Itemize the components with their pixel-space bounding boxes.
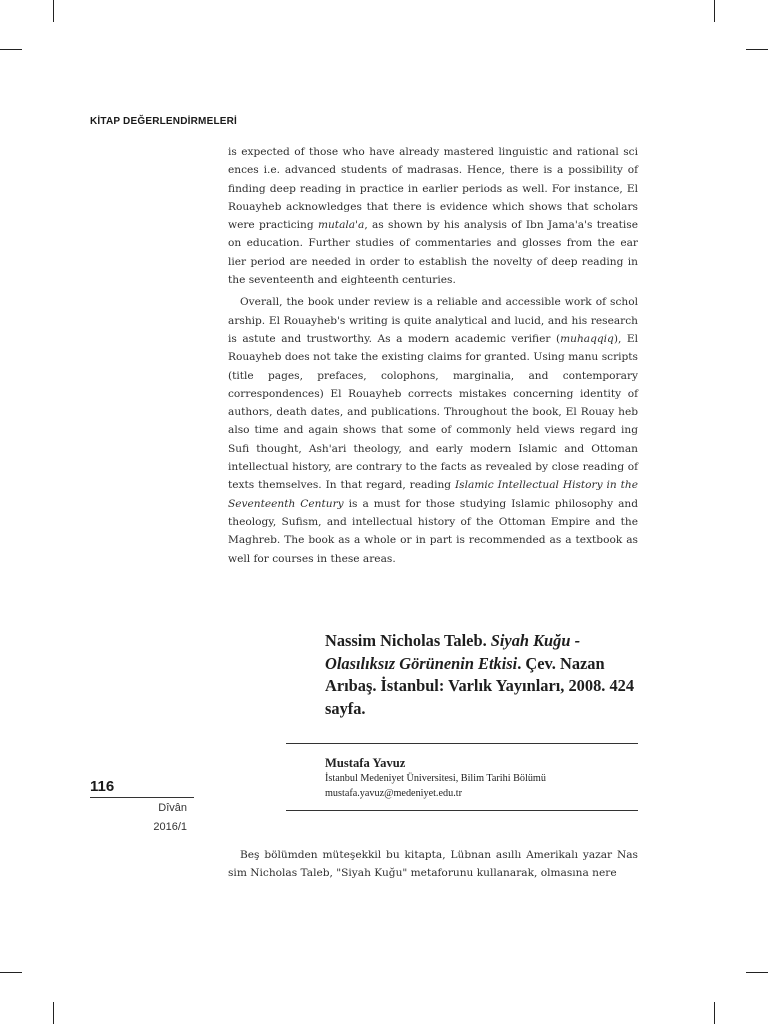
book-title: Siyah Kuğu -Olasılıksız Görünenin Etkisi xyxy=(325,631,581,673)
crop-mark xyxy=(746,49,768,50)
text-run: is a must for those studying Islamic philosophy and theology, Sufism, and intellectual history of the Ottoman Empire and the Maghreb. The book as a whole or in part is recommended as a textbook as well for courses in these areas. xyxy=(228,497,638,565)
text-run: , as shown by his analysis of Ibn Jama'a's treatise on education. Further studies of commentaries and glosses from the ear lier period are needed in order to establish the novelty of deep reading in the seventeenth and eighteenth centuries. xyxy=(228,219,638,287)
journal-issue: 2016/1 xyxy=(153,821,187,833)
reviewer-block xyxy=(325,755,638,801)
book-title-italic: Islamic Intellectual History in the Seventeenth Century xyxy=(228,479,638,510)
crop-mark xyxy=(53,0,54,22)
crop-mark xyxy=(0,49,22,50)
text-run: Overall, the book under review is a reliable and accessible work of schol arship. El Rouayheb's writing is quite analytical and lucid, and his research is astute and trustworthy. As a modern academic verifier ( xyxy=(228,296,638,345)
review-body xyxy=(228,143,638,568)
reviewer-email: mustafa.yavuz@medeniyet.edu.tr xyxy=(325,787,462,799)
reviewer-name: Mustafa Yavuz xyxy=(325,756,406,770)
journal-name: Dîvân xyxy=(158,802,187,814)
review-opening-paragraph: Beş bölümden müteşekkil bu kitapta, Lübnan asıllı Amerikalı yazar Nas sim Nicholas Taleb, "Siyah Kuğu" metaforunu kullanarak, olmasına nere xyxy=(228,849,638,880)
book-author: Nassim Nicholas Taleb. xyxy=(325,631,491,650)
running-head: KİTAP DEĞERLENDİRMELERİ xyxy=(90,116,238,127)
page-number: 116 xyxy=(90,778,115,795)
book-details: . Çev. Nazan Arıbaş. İstanbul: Varlık Yayınları, 2008. 424 sayfa. xyxy=(325,653,635,718)
crop-mark xyxy=(0,972,22,973)
paragraph xyxy=(228,293,638,567)
crop-mark xyxy=(53,1002,54,1024)
reviewer-affiliation: İstanbul Medeniyet Üniversitesi, Bilim Tarihi Bölümü xyxy=(325,773,546,784)
crop-mark xyxy=(746,972,768,973)
italic-term: mutala'a xyxy=(317,219,365,232)
folio-divider xyxy=(90,797,194,798)
crop-mark xyxy=(714,0,715,22)
text-run: is expected of those who have already mastered linguistic and rational sci ences i.e. advanced students of madrasas. Hence, there is a possibility of finding deep reading in practice in earlier periods as well. For instance, El Rouayheb acknowledges that there is evidence which shows that scholars were practicing xyxy=(228,146,638,232)
text-run: ), El Rouayheb does not take the existing claims for granted. Using manu scripts (title pages, prefaces, colophons, marginalia, and contemporary correspondences) El Rouayheb corrects mistakes concerning identity of authors, death dates, and publications. Throughout the book, El Rouay heb also time and again shows that some of commonly held views regard ing Sufi thought, Ash'ari theology, and early modern Islamic and Ottoman intellectual history, are contrary to the facts as revealed by close reading of texts themselves. In that regard, reading xyxy=(228,332,638,492)
divider xyxy=(286,743,638,744)
book-reference xyxy=(325,630,640,720)
italic-term: muhaqqiq xyxy=(560,332,614,345)
crop-mark xyxy=(714,1002,715,1024)
paragraph xyxy=(228,143,638,289)
divider xyxy=(286,810,638,811)
